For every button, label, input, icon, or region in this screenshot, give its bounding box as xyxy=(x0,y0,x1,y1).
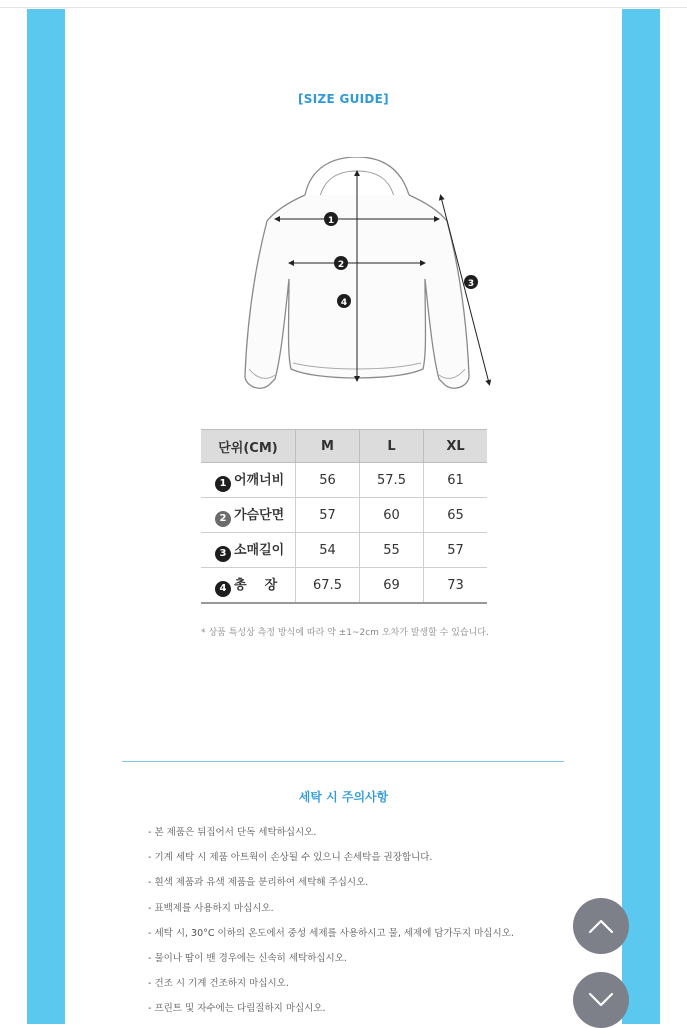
top-divider xyxy=(0,7,687,8)
list-item: - 표백제를 사용하지 마십시오. xyxy=(148,902,274,914)
cell-value: 55 xyxy=(360,533,424,568)
header-unit: 단위(CM) xyxy=(201,430,296,463)
marker-shoulder xyxy=(324,212,338,226)
washing-instructions-list xyxy=(148,826,514,1028)
svg-text:4: 4 xyxy=(340,298,348,308)
cell-value: 61 xyxy=(424,463,488,498)
list-item: - 세탁 시, 30°C 이하의 온도에서 중성 세제를 사용하시고 물, 세제에 담가두지 마십시오. xyxy=(148,927,514,939)
cell-value: 67.5 xyxy=(296,568,360,604)
row-label-length xyxy=(201,568,296,604)
table-row xyxy=(201,568,487,604)
cell-value: 57.5 xyxy=(360,463,424,498)
row-label-text: 소매길이 xyxy=(234,542,285,558)
header-l: L xyxy=(360,430,424,463)
right-side-band xyxy=(622,9,660,1024)
chevron-down-icon xyxy=(588,992,614,1008)
table-row xyxy=(201,463,487,498)
list-item: - 건조 시 기계 건조하지 마십시오. xyxy=(148,978,289,990)
table-row xyxy=(201,533,487,568)
section-divider xyxy=(122,761,564,762)
cell-value: 73 xyxy=(424,568,488,604)
row-label-text: 총 장 xyxy=(234,577,278,593)
table-row xyxy=(201,498,487,533)
marker-badge: 4 xyxy=(215,581,231,597)
svg-text:3: 3 xyxy=(467,279,475,289)
scroll-to-bottom-button[interactable] xyxy=(573,972,629,1028)
chevron-up-icon xyxy=(588,918,614,934)
cell-value: 57 xyxy=(296,498,360,533)
hoodie-measurement-diagram xyxy=(237,157,557,407)
cell-value: 54 xyxy=(296,533,360,568)
header-m: M xyxy=(296,430,360,463)
svg-text:2: 2 xyxy=(337,260,345,270)
marker-badge: 1 xyxy=(215,476,231,492)
left-side-band xyxy=(27,9,65,1024)
row-label-text: 가슴단면 xyxy=(234,507,285,523)
marker-length xyxy=(337,294,351,308)
marker-chest xyxy=(334,256,348,270)
marker-sleeve xyxy=(464,275,478,289)
product-detail-panel xyxy=(65,9,622,1024)
row-label-shoulder xyxy=(201,463,296,498)
list-item: - 본 제품은 뒤집어서 단독 세탁하십시오. xyxy=(148,827,317,838)
size-table-header xyxy=(201,430,487,463)
size-guide-title: [SIZE GUIDE] xyxy=(298,92,389,106)
cell-value: 65 xyxy=(424,498,488,533)
cell-value: 69 xyxy=(360,568,424,604)
list-item: - 프린트 및 자수에는 다림질하지 마십시오. xyxy=(148,1003,326,1015)
marker-badge: 2 xyxy=(215,511,231,527)
list-item: - 흰색 제품과 유색 제품을 분리하여 세탁해 주십시오. xyxy=(148,877,369,889)
washing-title: 세탁 시 주의사항 xyxy=(298,790,389,804)
size-table xyxy=(201,429,487,604)
measurement-note: * 상품 특성상 측정 방식에 따라 약 ±1~2cm 오차가 발생할 수 있습니다. xyxy=(201,628,489,638)
row-label-chest xyxy=(201,498,296,533)
row-label-sleeve xyxy=(201,533,296,568)
list-item: - 기계 세탁 시 제품 아트웍이 손상될 수 있으니 손세탁을 권장합니다. xyxy=(148,852,433,864)
scroll-to-top-button[interactable] xyxy=(573,898,629,954)
cell-value: 57 xyxy=(424,533,488,568)
marker-badge: 3 xyxy=(215,546,231,562)
cell-value: 56 xyxy=(296,463,360,498)
svg-text:1: 1 xyxy=(327,216,335,226)
list-item: - 물이나 땀이 밴 경우에는 신속히 세탁하십시오. xyxy=(148,952,347,964)
cell-value: 60 xyxy=(360,498,424,533)
row-label-text: 어깨너비 xyxy=(234,472,285,488)
header-xl: XL xyxy=(424,430,488,463)
